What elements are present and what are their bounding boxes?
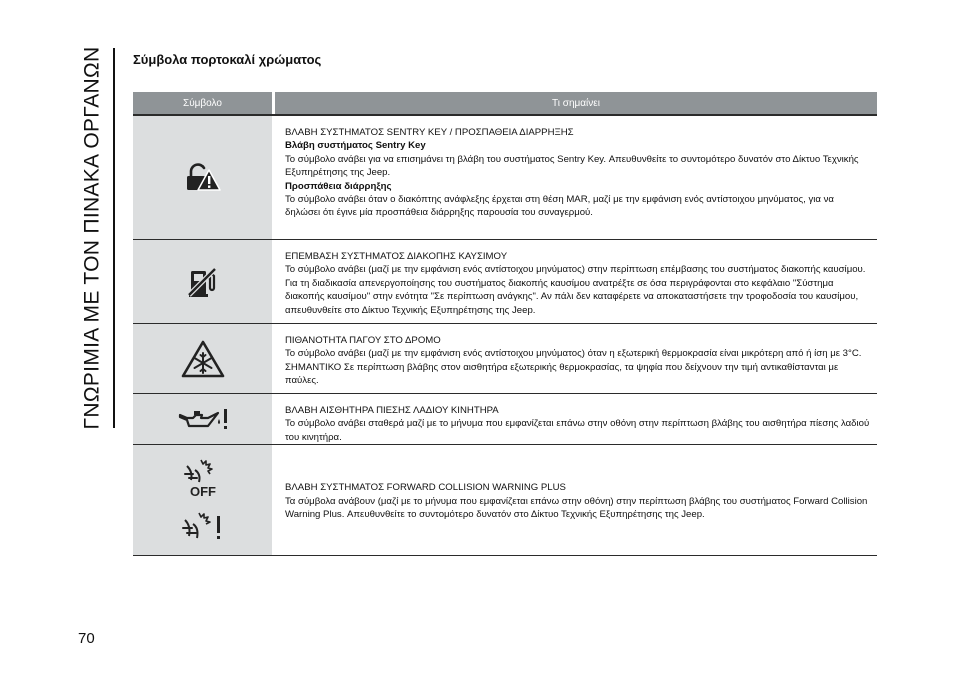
row-line: Το σύμβολο ανάβει σταθερά μαζί με το μήνυμα που εμφανίζεται επάνω στην οθόνη στην περίπτωση βλάβης του αισθητήρα πίεσης λαδιού του κινητήρα.: [285, 418, 870, 443]
row-line: ΠΙΘΑΝΟΤΗΤΑ ΠΑΓΟΥ ΣΤΟ ΔΡΟΜΟ: [285, 335, 441, 346]
table-row: [133, 394, 877, 445]
fuel-cutoff-icon: [188, 266, 218, 298]
ice-warning-icon: [181, 340, 225, 378]
row-line: Προσπάθεια διάρρηξης: [285, 180, 392, 192]
table-row: [133, 116, 877, 240]
table-row: [133, 445, 877, 556]
row-line: Για τη διαδικασία απενεργοποίησης του συστήματος διακοπής καυσίμου ανατρέξτε σε όσα περιγράφονται στο κεφάλαιο "Σύστημα διακοπής καυσίμου" στην ενότητα "Σε περίπτωση ανάγκης". Αν πάλι δεν καταφέρετε να αποκαταστήσετε την τροφοδοσία του καυσίμου, απευθυνθείτε στο Δίκτυο Τεχνικής Εξυπηρέτησης της Jeep.: [285, 277, 859, 316]
symbol-cell: [133, 394, 275, 444]
table-header: [133, 92, 877, 116]
symbols-table: [133, 92, 877, 556]
row-line: Το σύμβολο ανάβει για να επισημάνει τη βλάβη του συστήματος Sentry Key. Απευθυνθείτε το συντομότερο δυνατόν στο Δίκτυο Τεχνικής Εξυπηρέτησης της Jeep.: [285, 153, 859, 179]
table-row: [133, 324, 877, 394]
row-line: Βλάβη συστήματος Sentry Key: [285, 140, 426, 152]
row-line: Το σύμβολο ανάβει (μαζί με την εμφάνιση ενός αντίστοιχου μηνύματος) στην περίπτωση επέμβασης του συστήματος διακοπής καυσίμου.: [285, 264, 866, 276]
oil-pressure-sensor-icon: [177, 406, 229, 432]
side-divider: [113, 48, 115, 428]
row-line: ΒΛΑΒΗ ΣΥΣΤΗΜΑΤΟΣ SENTRY KEY / ΠΡΟΣΠΑΘΕΙΑ ΔΙΑΡΡΗΞΗΣ: [285, 127, 574, 138]
meaning-cell: [275, 394, 877, 444]
row-line: ΕΠΕΜΒΑΣΗ ΣΥΣΤΗΜΑΤΟΣ ΔΙΑΚΟΠΗΣ ΚΑΥΣΙΜΟΥ: [285, 251, 508, 262]
meaning-cell: [275, 445, 877, 555]
row-line: ΒΛΑΒΗ ΣΥΣΤΗΜΑΤΟΣ FORWARD COLLISION WARNING PLUS: [285, 482, 566, 494]
row-line: Το σύμβολο ανάβει όταν ο διακόπτης ανάφλεξης έρχεται στη θέση MAR, μαζί με την εμφάνιση ενός αντίστοιχου μηνύματος, για να δηλώσει ότι έγινε μία προσπάθεια διάρρηξης παρουσία του συναγερμού.: [285, 194, 834, 219]
row-line: Τα σύμβολα ανάβουν (μαζί με το μήνυμα που εμφανίζεται επάνω στην οθόνη) στην περίπτωση βλάβης του συστήματος Forward Collision Warning Plus. Απευθυνθείτε το συντομότερο δυνατόν στο Δίκτυο Τεχνικής Εξυπηρέτησης της Jeep.: [285, 495, 868, 521]
meaning-cell: [275, 116, 877, 239]
row-line: Το σύμβολο ανάβει (μαζί με την εμφάνιση ενός αντίστοιχου μηνύματος) όταν η εξωτερική θερμοκρασία είναι μικρότερη από ή ίση με 3°C.: [285, 348, 862, 360]
table-row: [133, 240, 877, 324]
symbol-cell: [133, 240, 275, 323]
header-symbol: Σύμβολο: [133, 92, 275, 114]
row-line: ΒΛΑΒΗ ΑΙΣΘΗΤΗΡΑ ΠΙΕΣΗΣ ΛΑΔΙΟΥ ΚΙΝΗΤΗΡΑ: [285, 405, 499, 416]
symbol-cell: [133, 116, 275, 239]
off-label: OFF: [189, 484, 216, 499]
row-line: ΣΗΜΑΝΤΙΚΟ Σε περίπτωση βλάβης στον αισθητήρα εξωτερικής θερμοκρασίας, τα ψηφία που δείχνουν την τιμή αντικαθίστανται με παύλες.: [285, 361, 839, 387]
meaning-cell: [275, 240, 877, 323]
forward-collision-icon: [181, 510, 225, 544]
padlock-warning-icon: [185, 163, 221, 193]
section-heading: Σύμβολα πορτοκαλί χρώματος: [133, 52, 322, 67]
page-number: 70: [78, 630, 95, 647]
meaning-cell: [275, 324, 877, 393]
side-chapter-title-text: ΓΝΩΡΙΜΙΑ ΜΕ ΤΟΝ ΠΙΝΑΚΑ ΟΡΓΑΝΩΝ: [80, 46, 103, 430]
symbol-cell: [133, 324, 275, 393]
symbol-cell: [133, 445, 275, 555]
header-meaning: Τι σημαίνει: [552, 97, 600, 109]
forward-collision-off-icon: [181, 456, 225, 500]
